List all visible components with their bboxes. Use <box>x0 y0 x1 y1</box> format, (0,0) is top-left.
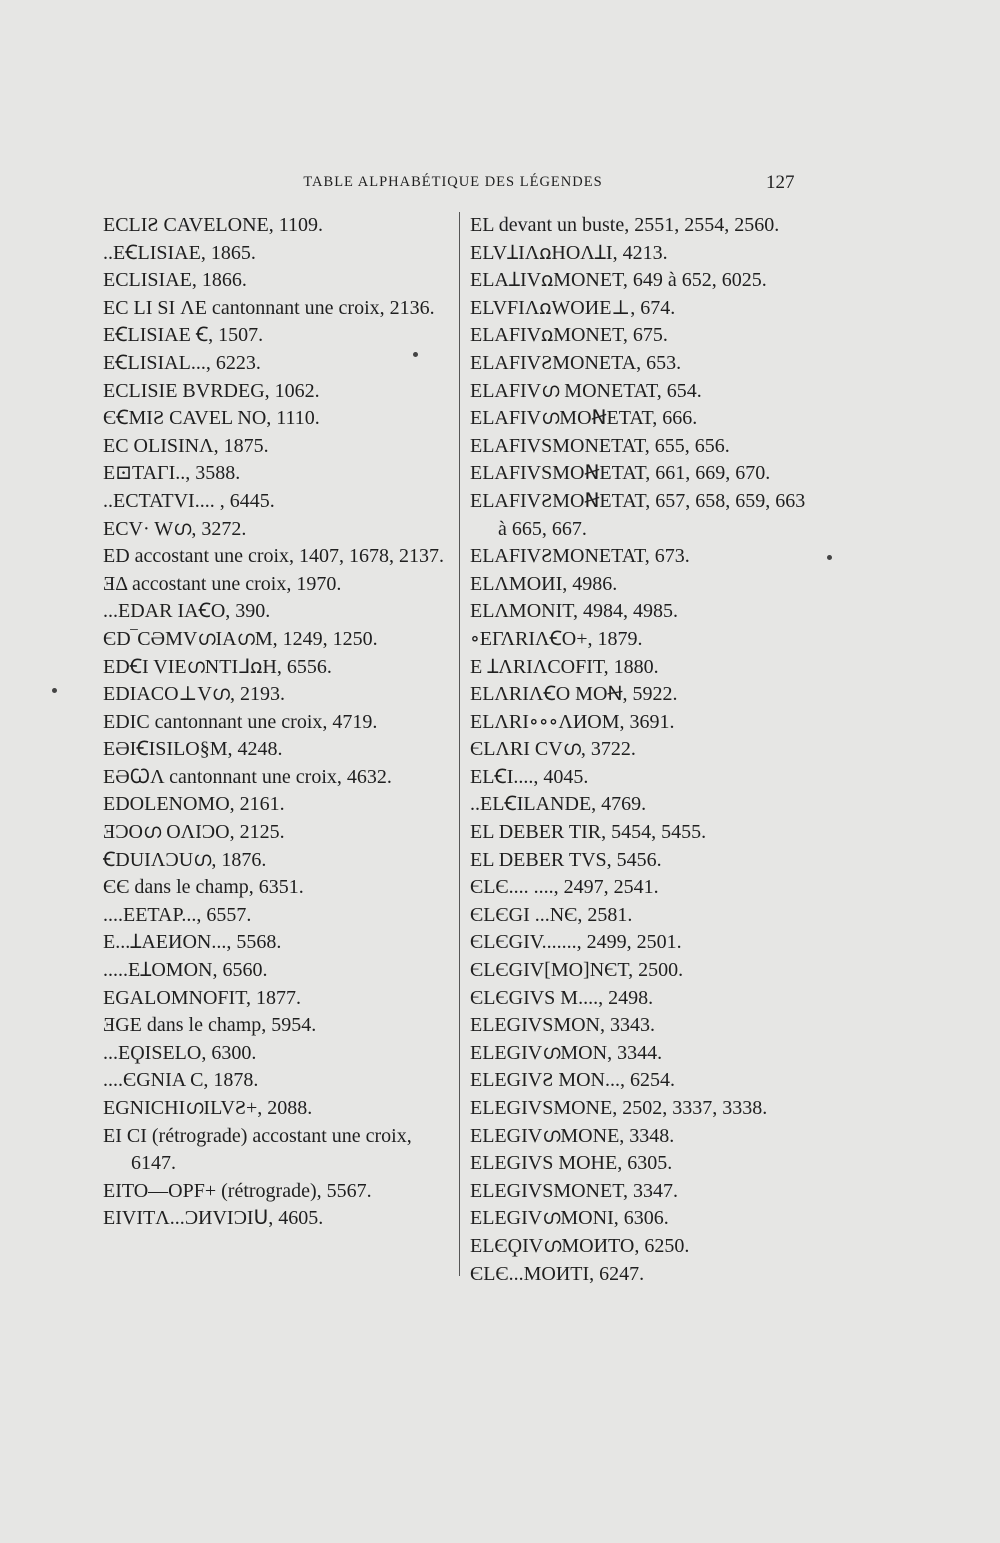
index-entry: ELAFIVSMOꞤETAT, 661, 669, 670. <box>470 462 771 485</box>
index-entry: EIVITΛ...ƆИVIƆIᑌ, 4605. <box>103 1207 324 1230</box>
index-entry: ЄLЄ.... ...., 2497, 2541. <box>470 876 659 899</box>
index-entry: EL DEBER TIR, 5454, 5455. <box>470 821 707 844</box>
index-entry: ELAFIVƧMONETAT, 673. <box>470 545 690 568</box>
index-entry: ELEGIVSMONE, 2502, 3337, 3338. <box>470 1097 768 1119</box>
index-entry: ELEGIVS MOHE, 6305. <box>470 1152 673 1175</box>
index-entry: ELꞒI...., 4045. <box>470 765 589 788</box>
index-entry: ED accostant une croix, 1407, 1678, 2137. <box>103 545 445 568</box>
index-entry: ....EETAP..., 6557. <box>103 903 252 926</box>
index-entry: ..EꞒLISIAE, 1865. <box>103 241 256 264</box>
index-entry: EDꞒI VIEഗNTIᒧꭥH, 6556. <box>103 655 332 678</box>
index-entry: ELAFIVƧMONETA, 653. <box>470 351 682 374</box>
index-entry: EL DEBER TVS, 5456. <box>470 848 662 871</box>
index-entry: EDOLENOMO, 2161. <box>103 793 285 816</box>
index-entry: EC LI SI ΛE cantonnant une croix, 2136. <box>103 296 435 319</box>
index-entry: EDIACO⊥Vഗ, 2193. <box>103 683 285 706</box>
index-entry: EI CI (rétrograde) accostant une croix, 6147. <box>103 1124 412 1175</box>
index-entry: ...EDAR IAꞒO, 390. <box>103 600 271 623</box>
index-entry: ECV· Wഗ, 3272. <box>103 517 247 540</box>
index-entry: ECLIƧ CAVELONE, 1109. <box>103 214 323 236</box>
index-entry: ELAFIVƧMOꞤETAT, 657, 658, 659, 663 à 665, 667. <box>470 489 806 540</box>
page-number: 127 <box>766 172 795 193</box>
index-entry: E...ꞱAEИON..., 5568. <box>103 931 282 954</box>
index-entry: EDIC cantonnant une croix, 4719. <box>103 710 378 733</box>
index-entry: ..ECTATVI.... , 6445. <box>103 489 275 512</box>
index-entry: ELΛMONIT, 4984, 4985. <box>470 600 678 623</box>
index-entry: E⊡TAΓI.., 3588. <box>103 462 241 485</box>
index-entry: ELЄϘIVഗMOИTO, 6250. <box>470 1234 690 1257</box>
index-entry: ЄꞒMIƧ CAVEL NO, 1110. <box>103 407 320 430</box>
column-divider <box>459 212 460 1276</box>
index-entry: ...EϘISELO, 6300. <box>103 1041 257 1064</box>
index-entry: ELEGIVSMONET, 3347. <box>470 1179 678 1202</box>
index-entry: ELAFIVഗ MONETAT, 654. <box>470 379 702 402</box>
index-entry: ƎGE dans le champ, 5954. <box>103 1014 317 1037</box>
index-entry: ELEGIVSMON, 3343. <box>470 1014 655 1037</box>
index-entry: ELEGIVഗMON, 3344. <box>470 1041 663 1064</box>
index-entry: ELAFIVꭥMONET, 675. <box>470 324 668 347</box>
index-entry: EꞒLISIAE Ꞓ, 1507. <box>103 324 264 347</box>
index-entry: EƏIꞒISILO§M, 4248. <box>103 738 283 761</box>
index-entry: EGNICHIഗILVƧ+, 2088. <box>103 1097 313 1119</box>
index-entry: ....ЄGNIA C, 1878. <box>103 1069 259 1092</box>
index-entry: ELEGIVഗMONI, 6306. <box>470 1207 669 1230</box>
index-entry: ∘EΓΛRIΛꞒO+, 1879. <box>470 627 643 650</box>
index-entry: ELAFIVഗMOꞤETAT, 666. <box>470 407 698 430</box>
index-entry: ЄLЄGIV[MO]NЄT, 2500. <box>470 959 684 982</box>
left-column <box>103 212 448 1233</box>
index-entry: ..ELꞒILANDE, 4769. <box>470 793 647 816</box>
index-entry: ELAꞱIVꭥMONET, 649 à 652, 6025. <box>470 269 767 292</box>
index-entry: EƏꞶΛ cantonnant une croix, 4632. <box>103 765 392 788</box>
index-entry: ЄЄ dans le champ, 6351. <box>103 876 304 899</box>
index-entry: ЄLЄ...MOИTI, 6247. <box>470 1262 645 1285</box>
index-entry: ЄLЄGI ...NЄ, 2581. <box>470 903 633 926</box>
index-entry: ЄLЄGIV......., 2499, 2501. <box>470 931 682 954</box>
index-entry: E ꞱΛRIΛCOFIT, 1880. <box>470 655 659 678</box>
ink-speck <box>52 688 57 693</box>
index-entry: EITO—OPF+ (rétrograde), 5567. <box>103 1179 372 1202</box>
ink-speck <box>827 555 832 560</box>
index-entry: ECLISIAE, 1866. <box>103 269 247 292</box>
right-column <box>470 212 815 1288</box>
index-entry: ELVFIΛꭥWOИE⊥, 674. <box>470 296 676 319</box>
index-entry: ELΛRIΛꞒO MOꞤ, 5922. <box>470 683 678 706</box>
running-head: TABLE ALPHABÉTIQUE DES LÉGENDES <box>303 174 603 190</box>
index-entry: ЄLΛRI CVഗ, 3722. <box>470 738 636 761</box>
index-entry: ELVꞱIΛꭥHOΛꞱI, 4213. <box>470 241 668 264</box>
index-entry: ЄD‾CƏMVഗIAഗM, 1249, 1250. <box>103 627 378 650</box>
index-entry: ELEGIVƧ MON..., 6254. <box>470 1069 675 1092</box>
index-entry: ELAFIVSMONETAT, 655, 656. <box>470 434 730 457</box>
index-entry: ECLISIE BVRDEG, 1062. <box>103 379 320 402</box>
index-entry: EꞒLISIAL..., 6223. <box>103 351 261 374</box>
index-entry: .....EꞱOMON, 6560. <box>103 959 268 982</box>
index-entry: ЄLЄGIVS M...., 2498. <box>470 986 654 1009</box>
index-entry: ƎΔ accostant une croix, 1970. <box>103 572 342 595</box>
index-entry: EL devant un buste, 2551, 2554, 2560. <box>470 214 780 236</box>
index-entry: ELΛRI∘∘∘ΛИOM, 3691. <box>470 710 675 733</box>
index-entry: EGALOMNOFIT, 1877. <box>103 986 301 1009</box>
index-entry: ƎƆOഗ OΛIƆO, 2125. <box>103 821 285 844</box>
index-entry: ELΛMOИI, 4986. <box>470 572 618 595</box>
index-entry: EC OLISINΛ, 1875. <box>103 434 269 457</box>
ink-speck <box>413 352 418 357</box>
index-entry: ꞒDUIΛƆUഗ, 1876. <box>103 848 267 871</box>
index-entry: ELEGIVഗMONE, 3348. <box>470 1124 675 1147</box>
